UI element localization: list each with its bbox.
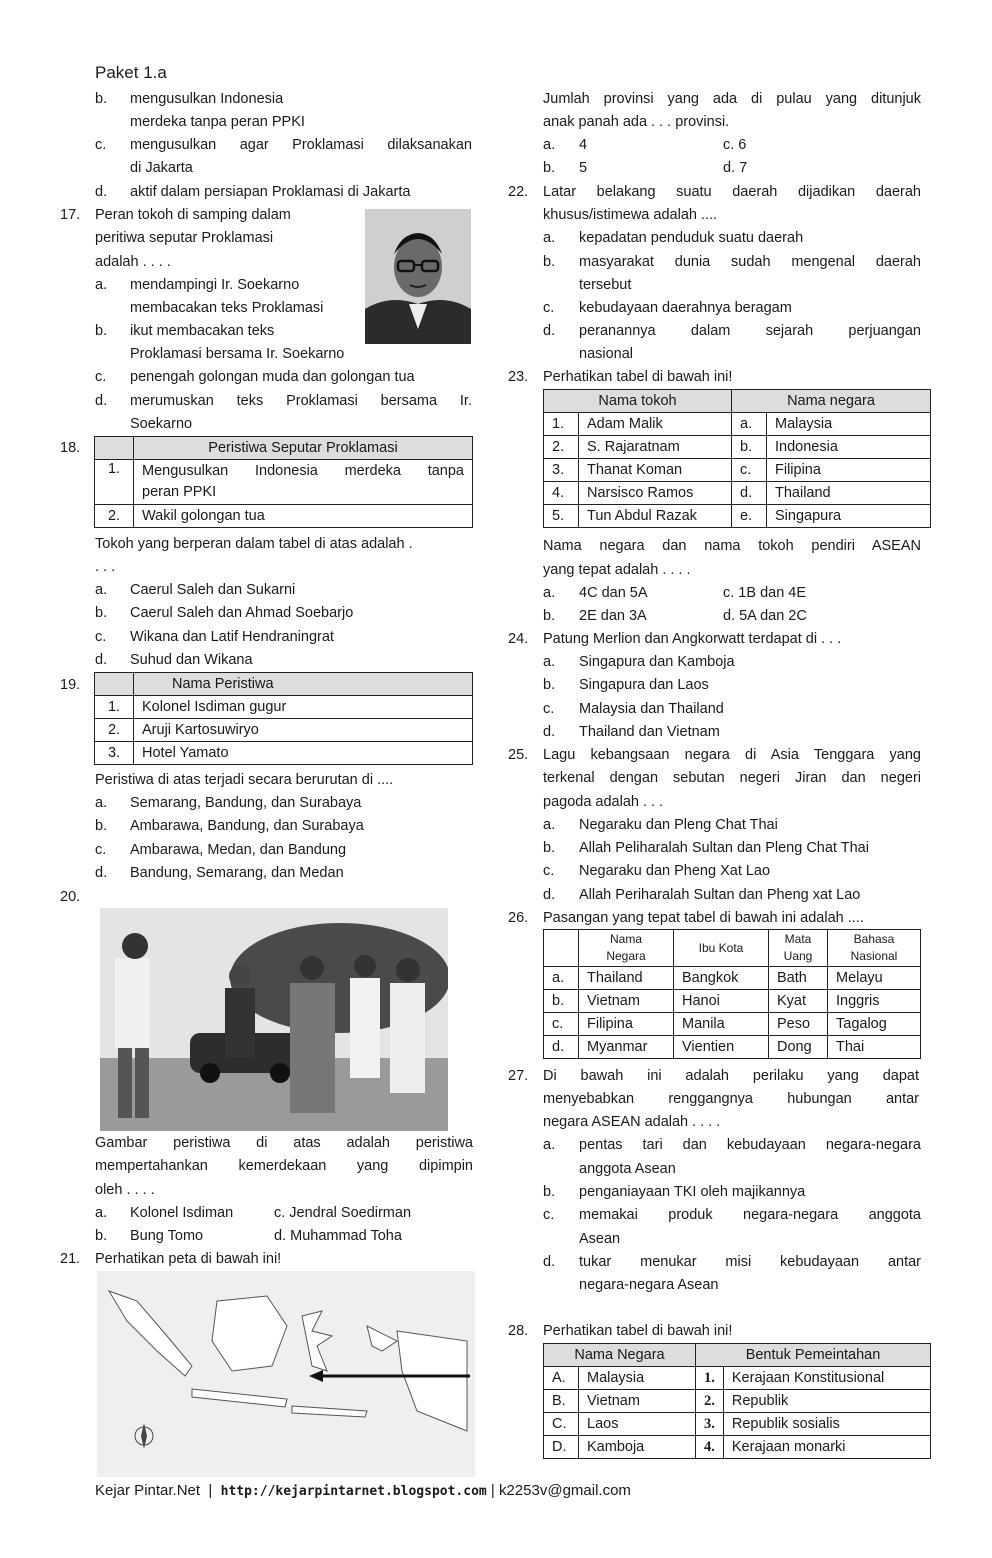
q19-option-a-text: Semarang, Bandung, dan Surabaya [130,795,362,811]
q26-row-b-kota: Hanoi [674,990,769,1013]
q19-table-header: Nama Peristiwa [134,673,473,696]
q26-row-a-bahasa: Melayu [828,967,921,990]
q23-row2-letter: b. [732,436,767,459]
q27-option-d-line1: tukar menukar misi kebudayaan antar [579,1254,921,1270]
q25-option-d-letter: d. [543,887,556,903]
q18-row1-line2: peran PPKI [142,484,217,500]
q25-option-d-text: Allah Periharalah Sultan dan Pheng xat Lao [579,887,861,903]
q27-option-b-letter: b. [543,1184,556,1200]
q18-option-d-letter: d. [95,652,108,668]
q28-row-3-bentuk: Republik sosialis [723,1413,930,1436]
q28-row-1-bentuk: Kerajaan Konstitusional [723,1367,930,1390]
q25-stem-line2: terkenal dengan sebutan negeri Jiran dan negeri [543,770,921,786]
q18-row1-no: 1. [95,460,134,505]
q26-header-bahasa-2: Nasional [850,949,898,963]
q27-option-c-line2: Asean [579,1231,621,1247]
q18-option-a-letter: a. [95,582,108,598]
q23-row5-letter: e. [732,505,767,528]
q16-option-c-line2: di Jakarta [130,160,193,176]
q24-option-d-text: Thailand dan Vietnam [579,724,720,740]
q19-stem: Peristiwa di atas terjadi secara berurutan di .... [95,772,394,788]
q23-row4-tokoh: Narsisco Ramos [579,482,732,505]
q27-stem-line2: menyebabkan renggangnya hubungan antar [543,1091,919,1107]
q26-header-negara-1: Nama [609,932,642,946]
q28-number: 28. [508,1323,529,1339]
q23-table [543,389,931,528]
q23-option-b-letter: b. [543,608,556,624]
q18-row2-text: Wakil golongan tua [134,505,473,528]
q26-row-d-negara: Myanmar [579,1036,674,1059]
q28-row-1-number: 1. [696,1367,724,1390]
q23-option-a-text: 4C dan 5A [579,585,648,601]
q21-stem-cont-line2: anak panah ada . . . provinsi. [543,114,730,130]
q22-option-d-line1: peranannya dalam sejarah perjuangan [579,323,921,339]
q23-row2-no: 2. [544,436,579,459]
q21-option-a-letter: a. [543,137,556,153]
q23-number: 23. [508,369,529,385]
q27-option-a-letter: a. [543,1137,556,1153]
q26-row-b-uang: Kyat [769,990,828,1013]
q19-row3-no: 3. [95,742,134,765]
q28-row-c-letter: C. [544,1413,579,1436]
footer-email[interactable]: k2253v@gmail.com [498,1482,631,1499]
q20-stem-line2: mempertahankan kemerdekaan yang dipimpin [95,1158,473,1174]
q23-row1-tokoh: Adam Malik [579,413,732,436]
q23-row2-negara: Indonesia [767,436,931,459]
q23-row1-no: 1. [544,413,579,436]
q23-stem: Perhatikan tabel di bawah ini! [543,369,733,385]
q26-row-c-negara: Filipina [579,1013,674,1036]
q21-option-a-text: 4 [579,137,588,153]
table-row [544,413,931,436]
q26-header-uang-1: Mata [784,932,812,946]
q24-option-a-text: Singapura dan Kamboja [579,654,735,670]
q17-stem-line2: peritiwa seputar Proklamasi [95,230,274,246]
q26-row-a-negara: Thailand [579,967,674,990]
q16-option-c-line1: mengusulkan agar Proklamasi dilaksanakan [130,137,472,153]
q20-option-c-text: c. Jendral Soedirman [274,1205,412,1221]
q22-option-a-text: kepadatan penduduk suatu daerah [579,230,804,246]
q20-option-d-text: d. Muhammad Toha [274,1228,402,1244]
q23-row1-letter: a. [732,413,767,436]
q23-row3-tokoh: Thanat Koman [579,459,732,482]
q20-option-a-text: Kolonel Isdiman [130,1205,234,1221]
q25-option-b-text: Allah Peliharalah Sultan dan Pleng Chat Thai [579,840,869,856]
q26-row-a-uang: Bath [769,967,828,990]
table-row [544,436,931,459]
q24-option-b-text: Singapura dan Laos [579,677,709,693]
q17-option-c-letter: c. [95,369,107,385]
q22-option-d-line2: nasional [579,346,634,362]
q22-option-d-letter: d. [543,323,556,339]
q27-option-a-line1: pentas tari dan kebudayaan negara-negara [579,1137,921,1153]
q23-row2-tokoh: S. Rajaratnam [579,436,732,459]
q27-option-d-line2: negara-negara Asean [579,1277,719,1293]
q18-stem-line2: . . . [95,559,116,575]
q25-option-b-letter: b. [543,840,556,856]
q26-number: 26. [508,910,529,926]
q28-row-2-number: 2. [696,1390,724,1413]
q20-number: 20. [60,889,81,905]
q26-header-kota: Ibu Kota [674,930,769,967]
q19-option-d-text: Bandung, Semarang, dan Medan [130,865,344,881]
q18-option-c-text: Wikana dan Latif Hendraningrat [130,629,334,645]
footer-url-link[interactable]: http://kejarpintarnet.blogspot.com [220,1484,487,1499]
q17-option-d-line1: merumuskan teks Proklamasi bersama Ir. [130,393,472,409]
footer-separator: | [486,1482,499,1499]
q27-number: 27. [508,1068,529,1084]
q27-stem-line3: negara ASEAN adalah . . . . [543,1114,721,1130]
q22-option-c-letter: c. [543,300,555,316]
q21-option-d-text: d. 7 [723,160,748,176]
q17-number: 17. [60,207,81,223]
q26-row-b-letter: b. [544,990,579,1013]
q17-option-b-letter: b. [95,323,108,339]
q27-option-d-letter: d. [543,1254,556,1270]
q22-stem-line2: khusus/istimewa adalah .... [543,207,718,223]
q22-option-a-letter: a. [543,230,556,246]
q24-option-c-text: Malaysia dan Thailand [579,701,724,717]
indonesia-map [97,1271,475,1477]
q26-row-d-uang: Dong [769,1036,828,1059]
q18-option-b-text: Caerul Saleh dan Ahmad Soebarjo [130,605,354,621]
q23-question-line1: Nama negara dan nama tokoh pendiri ASEAN [543,538,921,554]
footer-site-name: Kejar Pintar.Net | [95,1482,221,1499]
q17-stem-line3: adalah . . . . [95,254,171,270]
q18-table-header: Peristiwa Seputar Proklamasi [134,437,473,460]
q17-option-a-line1: mendampingi Ir. Soekarno [130,277,300,293]
q26-header-uang-2: Uang [783,949,813,963]
q26-row-c-uang: Peso [769,1013,828,1036]
q26-row-b-bahasa: Inggris [828,990,921,1013]
table-row [95,742,473,765]
q20-stem-line3: oleh . . . . [95,1182,155,1198]
q26-header-negara-2: Negara [606,949,646,963]
q27-option-c-letter: c. [543,1207,555,1223]
q19-option-d-letter: d. [95,865,108,881]
table-row [95,505,473,528]
q28-row-c-negara: Laos [579,1413,696,1436]
q25-option-c-letter: c. [543,863,555,879]
table-row [544,505,931,528]
q27-option-a-line2: anggota Asean [579,1161,676,1177]
q23-row4-letter: d. [732,482,767,505]
q28-col1-header: Nama Negara [544,1344,696,1367]
q28-stem: Perhatikan tabel di bawah ini! [543,1323,733,1339]
q27-stem-line1: Di bawah ini adalah perilaku yang dapat [543,1068,919,1084]
page-footer [95,1482,631,1499]
q23-row4-negara: Thailand [767,482,931,505]
q18-option-b-letter: b. [95,605,108,621]
q28-col2-header: Bentuk Pemeintahan [696,1344,931,1367]
table-row [544,1367,931,1390]
q17-option-c-text: penengah golongan muda dan golongan tua [130,369,415,385]
q18-option-d-text: Suhud dan Wikana [130,652,253,668]
q28-row-2-bentuk: Republik [723,1390,930,1413]
q19-option-b-letter: b. [95,818,108,834]
q23-row3-negara: Filipina [767,459,931,482]
q24-option-b-letter: b. [543,677,556,693]
q17-option-d-letter: d. [95,393,108,409]
q28-row-a-negara: Malaysia [579,1367,696,1390]
table-row [544,1390,931,1413]
q20-option-a-letter: a. [95,1205,108,1221]
q23-option-b-text: 2E dan 3A [579,608,647,624]
q17-option-d-line2: Soekarno [130,416,193,432]
q21-option-b-text: 5 [579,160,588,176]
q21-option-b-letter: b. [543,160,556,176]
table-row [544,1036,921,1059]
q16-option-b-line1: mengusulkan Indonesia [130,91,284,107]
table-row [544,1013,921,1036]
q25-stem-line3: pagoda adalah . . . [543,794,664,810]
q20-stem-line1: Gambar peristiwa di atas adalah peristiwa [95,1135,473,1151]
q26-row-d-letter: d. [544,1036,579,1059]
q23-option-c-text: c. 1B dan 4E [723,585,807,601]
q17-option-b-line1: ikut membacakan teks [130,323,275,339]
q23-row5-no: 5. [544,505,579,528]
q24-option-a-letter: a. [543,654,556,670]
q16-option-d-letter: d. [95,184,108,200]
q28-table [543,1343,931,1459]
q25-number: 25. [508,747,529,763]
q16-option-d-text: aktif dalam persiapan Proklamasi di Jakarta [130,184,411,200]
q28-row-4-bentuk: Kerajaan monarki [723,1436,930,1459]
q19-option-c-text: Ambarawa, Medan, dan Bandung [130,842,347,858]
q28-row-3-number: 3. [696,1413,724,1436]
q22-number: 22. [508,184,529,200]
q23-option-d-text: d. 5A dan 2C [723,608,807,624]
q26-row-c-letter: c. [544,1013,579,1036]
table-row [544,1413,931,1436]
q24-option-c-letter: c. [543,701,555,717]
q19-row1-no: 1. [95,696,134,719]
historical-scene [100,908,448,1131]
table-row [544,990,921,1013]
q27-option-b-text: penganiayaan TKI oleh majikannya [579,1184,806,1200]
q28-row-4-number: 4. [696,1436,724,1459]
table-row [95,696,473,719]
q26-table [543,929,921,1059]
q19-option-b-text: Ambarawa, Bandung, dan Surabaya [130,818,364,834]
historical-photo [100,908,448,1131]
q22-stem-line1: Latar belakang suatu daerah dijadikan daerah [543,184,921,200]
q28-row-d-negara: Kamboja [579,1436,696,1459]
q19-option-a-letter: a. [95,795,108,811]
q24-number: 24. [508,631,529,647]
q23-row3-letter: c. [732,459,767,482]
q22-option-c-text: kebudayaan daerahnya beragam [579,300,792,316]
q23-col1-header: Nama tokoh [544,390,732,413]
q25-option-c-text: Negaraku dan Pheng Xat Lao [579,863,771,879]
q28-row-a-letter: A. [544,1367,579,1390]
q24-option-d-letter: d. [543,724,556,740]
q21-stem-cont-line1: Jumlah provinsi yang ada di pulau yang ditunjuk [543,91,921,107]
q18-number: 18. [60,440,81,456]
q26-row-b-negara: Vietnam [579,990,674,1013]
q22-option-b-line1: masyarakat dunia sudah mengenal daerah [579,254,921,270]
q18-stem-line1: Tokoh yang berperan dalam tabel di atas adalah . [95,536,413,552]
q19-option-c-letter: c. [95,842,107,858]
q19-row2-no: 2. [95,719,134,742]
table-row [544,482,931,505]
q23-row3-no: 3. [544,459,579,482]
q22-option-b-line2: tersebut [579,277,632,293]
q23-row5-tokoh: Tun Abdul Razak [579,505,732,528]
q18-row2-no: 2. [95,505,134,528]
q19-number: 19. [60,677,81,693]
q17-option-b-line2: Proklamasi bersama Ir. Soekarno [130,346,345,362]
q26-row-a-letter: a. [544,967,579,990]
q22-option-b-letter: b. [543,254,556,270]
q20-option-b-text: Bung Tomo [130,1228,204,1244]
q26-stem: Pasangan yang tepat tabel di bawah ini adalah .... [543,910,864,926]
q23-question-line2: yang tepat adalah . . . . [543,562,691,578]
q19-row1-text: Kolonel Isdiman gugur [134,696,473,719]
table-row [95,460,473,505]
q17-option-a-letter: a. [95,277,108,293]
q23-row5-negara: Singapura [767,505,931,528]
q23-option-a-letter: a. [543,585,556,601]
q16-option-c-letter: c. [95,137,107,153]
q17-stem-line1: Peran tokoh di samping dalam [95,207,291,223]
q18-table [94,436,473,528]
q26-row-c-kota: Manila [674,1013,769,1036]
portrait-photo [365,209,471,344]
q28-row-b-letter: B. [544,1390,579,1413]
q19-row3-text: Hotel Yamato [134,742,473,765]
q26-row-d-bahasa: Thai [828,1036,921,1059]
page-title: Paket 1.a [95,63,167,82]
q23-col2-header: Nama negara [732,390,931,413]
q16-option-b-letter: b. [95,91,108,107]
portrait-figure [365,209,471,344]
table-row [544,967,921,990]
table-row [544,1436,931,1459]
q27-option-c-line1: memakai produk negara-negara anggota [579,1207,921,1223]
q19-row2-text: Aruji Kartosuwiryo [134,719,473,742]
q25-stem-line1: Lagu kebangsaan negara di Asia Tenggara yang [543,747,921,763]
q23-row1-negara: Malaysia [767,413,931,436]
q25-option-a-text: Negaraku dan Pleng Chat Thai [579,817,778,833]
q25-option-a-letter: a. [543,817,556,833]
q18-row1-line1: Mengusulkan Indonesia merdeka tanpa [142,463,464,479]
q16-option-b-line2: merdeka tanpa peran PPKI [130,114,305,130]
q26-row-a-kota: Bangkok [674,967,769,990]
q19-table [94,672,473,765]
q24-stem: Patung Merlion dan Angkorwatt terdapat di . . . [543,631,842,647]
map-drawing [97,1271,475,1477]
q23-row4-no: 4. [544,482,579,505]
q26-header-bahasa-1: Bahasa [853,932,895,946]
q18-option-c-letter: c. [95,629,107,645]
q17-option-a-line2: membacakan teks Proklamasi [130,300,324,316]
q20-option-b-letter: b. [95,1228,108,1244]
q21-stem: Perhatikan peta di bawah ini! [95,1251,282,1267]
q28-row-b-negara: Vietnam [579,1390,696,1413]
q28-row-d-letter: D. [544,1436,579,1459]
table-row [95,719,473,742]
q26-row-d-kota: Vientien [674,1036,769,1059]
q26-row-c-bahasa: Tagalog [828,1013,921,1036]
q21-number: 21. [60,1251,81,1267]
q18-option-a-text: Caerul Saleh dan Sukarni [130,582,296,598]
table-row [544,459,931,482]
q21-option-c-text: c. 6 [723,137,747,153]
